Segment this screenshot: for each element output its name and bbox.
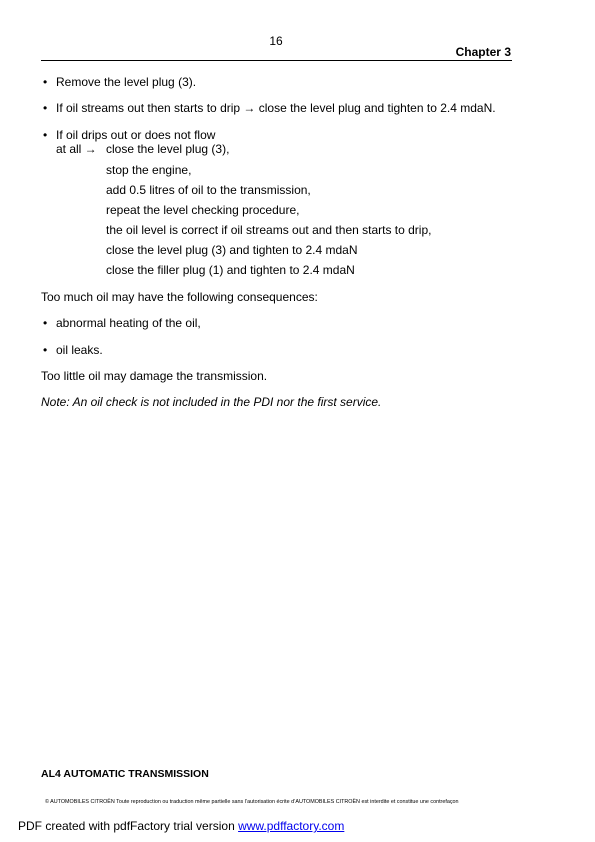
step-item: close the level plug (3), — [106, 142, 230, 156]
bullet-marker: • — [43, 128, 48, 142]
instruction-streams-drip: If oil streams out then starts to drip → close the level plug and tighten to 2.4 mdaN. — [56, 101, 496, 115]
step-item: add 0.5 litres of oil to the transmission, — [106, 183, 311, 197]
copyright-notice: © AUTOMOBILES CITROËN Toute reproduction ou traduction même partielle sans l’autorisation écrite d’AUTOMOBILES CITROËN est interdite et constitue une contrefaçon — [45, 799, 459, 805]
step-item: stop the engine, — [106, 163, 192, 177]
document-title: AL4 AUTOMATIC TRANSMISSION — [41, 768, 209, 780]
bullet-marker: • — [43, 101, 48, 115]
header-rule — [41, 60, 512, 61]
chapter-heading: Chapter 3 — [455, 45, 511, 59]
step-item: the oil level is correct if oil streams out and then starts to drip, — [106, 223, 432, 237]
consequence-item: oil leaks. — [56, 343, 103, 357]
consequences-intro: Too much oil may have the following consequences: — [41, 290, 318, 304]
pdf-creator-text: PDF created with pdfFactory trial version — [18, 819, 239, 833]
bullet-marker: • — [43, 343, 48, 357]
bullet-marker: • — [43, 316, 48, 330]
step-item: repeat the level checking procedure, — [106, 203, 300, 217]
bullet-marker: • — [43, 75, 48, 89]
step-item: close the level plug (3) and tighten to 2.4 mdaN — [106, 243, 358, 257]
instruction-remove-plug: Remove the level plug (3). — [56, 75, 197, 89]
step-item: close the filler plug (1) and tighten to 2.4 mdaN — [106, 263, 355, 277]
consequence-item: abnormal heating of the oil, — [56, 316, 201, 330]
pdffactory-link[interactable]: www.pdffactory.com — [238, 819, 345, 833]
pdf-creator-notice — [18, 819, 344, 833]
instruction-drips-line1: If oil drips out or does not flow — [56, 128, 216, 142]
instruction-drips-prefix: at all → — [56, 142, 97, 156]
service-note: Note: An oil check is not included in the PDI nor the first service. — [41, 395, 382, 409]
too-little-oil-text: Too little oil may damage the transmission. — [41, 369, 268, 383]
page-number: 16 — [269, 34, 283, 48]
